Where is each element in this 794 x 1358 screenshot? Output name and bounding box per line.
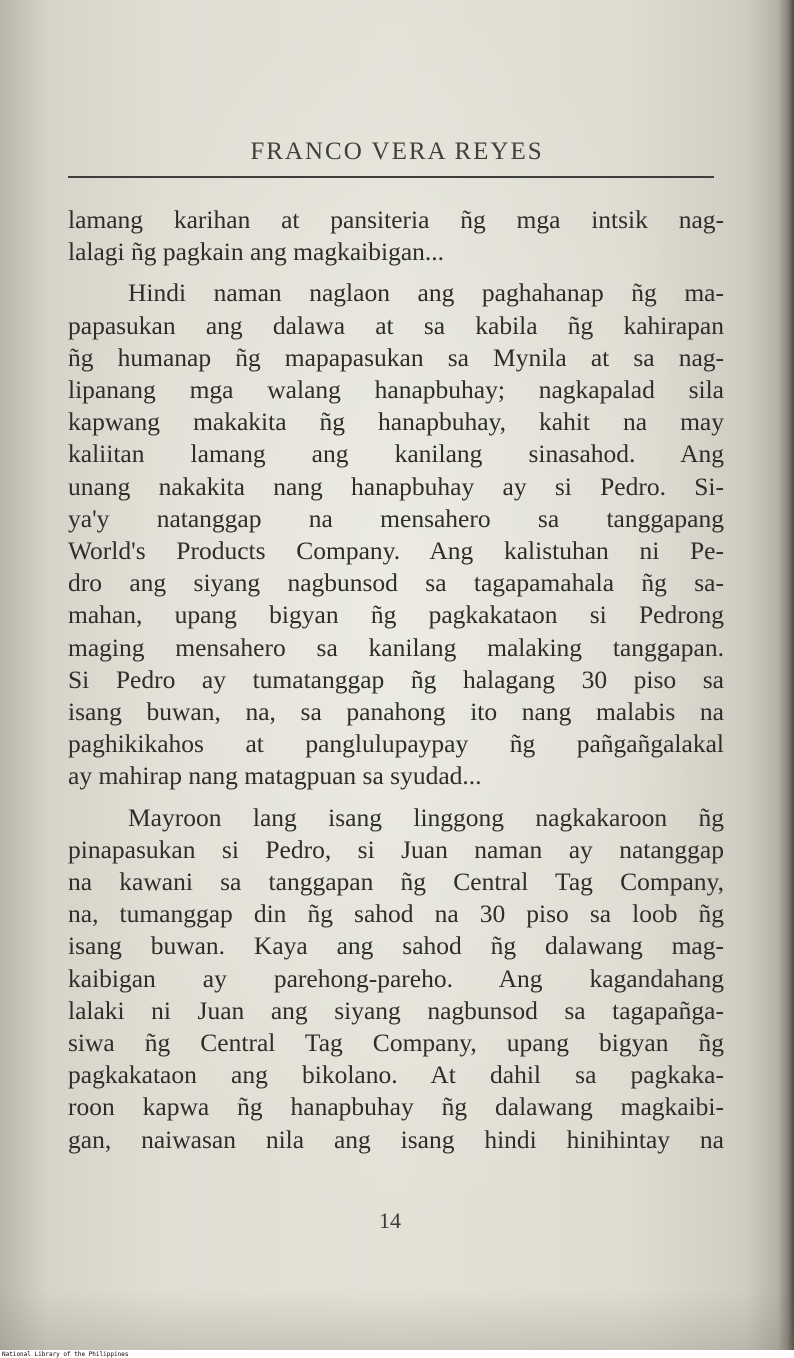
text-line: unang nakakita nang hanapbuhay ay si Pedro. Si- bbox=[68, 471, 724, 501]
text-line: isang buwan, na, sa panahong ito nang malabis na bbox=[68, 697, 724, 727]
text-line: na, tumanggap din ñg sahod na 30 piso sa loob ñg bbox=[68, 899, 724, 929]
header-rule bbox=[68, 176, 714, 178]
page-bottom-shade bbox=[0, 1290, 794, 1350]
text-line: World's Products Company. Ang kalistuhan ni Pe- bbox=[68, 536, 724, 566]
text-line: kaliitan lamang ang kanilang sinasahod. Ang bbox=[68, 439, 724, 469]
text-line: ñg humanap ñg mapapasukan sa Mynila at sa nag- bbox=[68, 342, 724, 372]
text-line: Si Pedro ay tumatanggap ñg halagang 30 piso sa bbox=[68, 664, 724, 694]
text-line: lipanang mga walang hanapbuhay; nagkapalad sila bbox=[68, 375, 724, 405]
text-line: dro ang siyang nagbunsod sa tagapamahala ñg sa- bbox=[68, 568, 724, 598]
paragraph-3 bbox=[68, 802, 724, 1156]
text-line: mahan, upang bigyan ñg pagkakataon si Pedrong bbox=[68, 600, 724, 630]
text-line: pagkakataon ang bikolano. At dahil sa pagkaka- bbox=[68, 1060, 724, 1090]
text-line: lamang karihan at pansiteria ñg mga intsik nag- bbox=[68, 205, 724, 234]
paragraph-2 bbox=[68, 277, 724, 792]
scan-credit: National Library of the Philippines bbox=[2, 1351, 129, 1358]
text-line: Mayroon lang isang linggong nagkakaroon ñg bbox=[128, 802, 724, 832]
text-line: lalaki ni Juan ang siyang nagbunsod sa tagapañga- bbox=[68, 995, 724, 1025]
paragraph-1 bbox=[68, 204, 724, 268]
page-edge-shadow bbox=[778, 0, 794, 1350]
text-line: roon kapwa ñg hanapbuhay ñg dalawang magkaibi- bbox=[68, 1092, 724, 1122]
text-line: siwa ñg Central Tag Company, upang bigyan ñg bbox=[68, 1028, 724, 1058]
body-text bbox=[68, 204, 724, 1165]
text-line: Hindi naman naglaon ang paghahanap ñg ma- bbox=[128, 278, 724, 308]
running-header: FRANCO VERA REYES bbox=[250, 138, 544, 165]
text-line: pinapasukan si Pedro, si Juan naman ay natanggap bbox=[68, 834, 724, 864]
text-line: maging mensahero sa kanilang malaking tanggapan. bbox=[68, 632, 724, 662]
text-line: gan, naiwasan nila ang isang hindi hinihintay na bbox=[68, 1124, 724, 1154]
text-line: ya'y natanggap na mensahero sa tanggapang bbox=[68, 503, 724, 533]
text-line: lalagi ñg pagkain ang magkaibigan... bbox=[68, 237, 445, 267]
text-line: isang buwan. Kaya ang sahod ñg dalawang mag- bbox=[68, 931, 724, 961]
text-line: paghikikahos at panglulupaypay ñg pañgañgalakal bbox=[68, 729, 724, 759]
text-line: na kawani sa tanggapan ñg Central Tag Company, bbox=[68, 867, 724, 897]
text-line: papasukan ang dalawa at sa kabila ñg kahirapan bbox=[68, 310, 724, 340]
page-number: 14 bbox=[379, 1208, 401, 1233]
text-line: ay mahirap nang matagpuan sa syudad... bbox=[68, 761, 482, 791]
text-line: kapwang makakita ñg hanapbuhay, kahit na may bbox=[68, 407, 724, 437]
text-line: kaibigan ay parehong-pareho. Ang kagandahang bbox=[68, 963, 724, 993]
